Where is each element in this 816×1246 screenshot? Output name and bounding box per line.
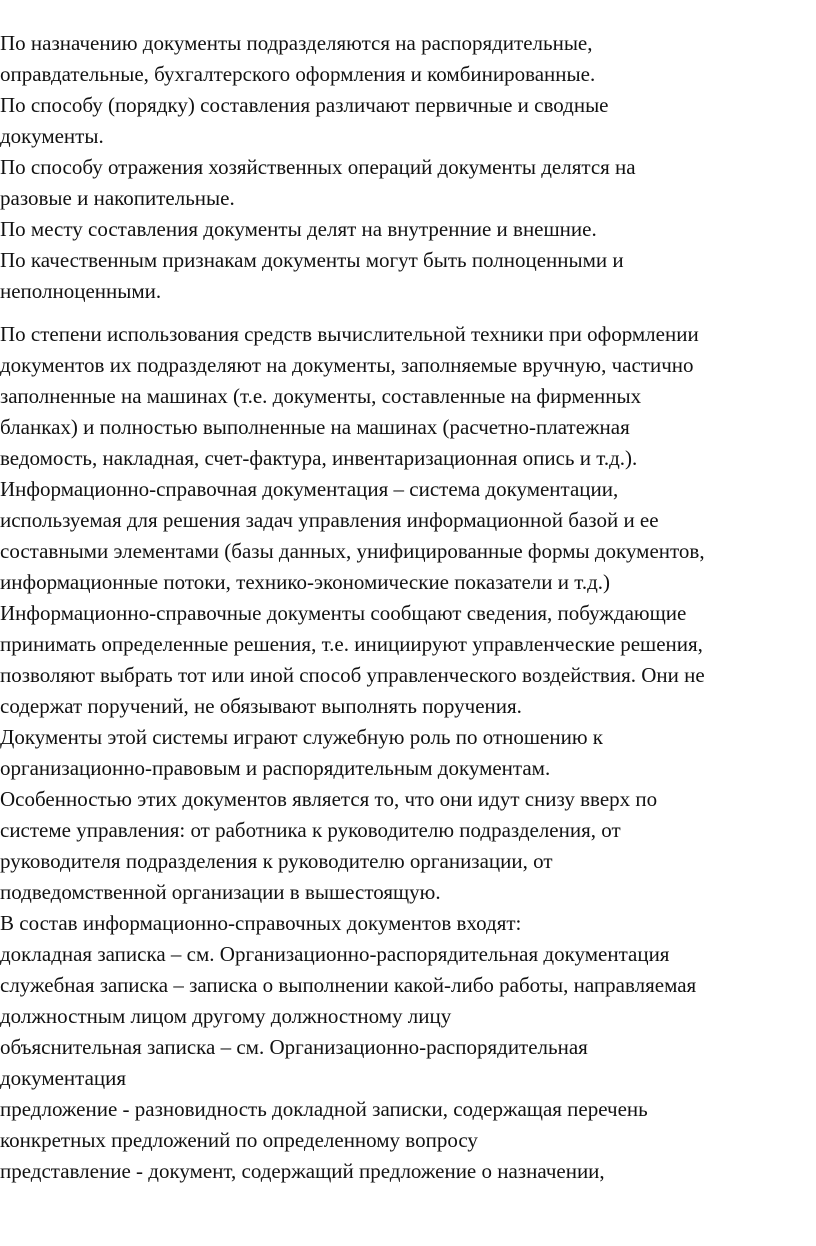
text-line: разовые и накопительные. [0, 186, 235, 210]
text-line: По способу (порядку) составления различают первичные и сводные [0, 93, 609, 117]
text-line: содержат поручений, не обязывают выполнять поручения. [0, 694, 522, 718]
text-line: В состав информационно-справочных документов входят: [0, 911, 522, 935]
text-line: позволяют выбрать тот или иной способ управленческого воздействия. Они не [0, 663, 705, 687]
text-line: используемая для решения задач управления информационной базой и ее [0, 508, 659, 532]
text-line: По степени использования средств вычислительной техники при оформлении [0, 322, 699, 346]
text-line: документы. [0, 124, 104, 148]
text-line: Информационно-справочная документация – система документации, [0, 477, 619, 501]
paragraph-block-info-reference-docs [0, 319, 816, 1187]
text-line: принимать определенные решения, т.е. инициируют управленческие решения, [0, 632, 703, 656]
text-line: должностным лицом другому должностному лицу [0, 1004, 452, 1028]
paragraph-block-document-types [0, 28, 816, 307]
text-line: документов их подразделяют на документы, заполняемые вручную, частично [0, 353, 694, 377]
text-line: оправдательные, бухгалтерского оформления и комбинированные. [0, 62, 596, 86]
text-line: предложение - разновидность докладной записки, содержащая перечень [0, 1097, 648, 1121]
text-line: бланках) и полностью выполненные на машинах (расчетно-платежная [0, 415, 630, 439]
text-line: подведомственной организации в вышестоящую. [0, 880, 441, 904]
text-line: информационные потоки, технико-экономические показатели и т.д.) [0, 570, 610, 594]
text-line: Документы этой системы играют служебную роль по отношению к [0, 725, 603, 749]
text-line: служебная записка – записка о выполнении какой-либо работы, направляемая [0, 973, 697, 997]
text-line: По месту составления документы делят на внутренние и внешние. [0, 217, 597, 241]
text-line: Особенностью этих документов является то, что они идут снизу вверх по [0, 787, 658, 811]
text-line: организационно-правовым и распорядительным документам. [0, 756, 551, 780]
text-line: неполноценными. [0, 279, 162, 303]
text-line: Информационно-справочные документы сообщают сведения, побуждающие [0, 601, 687, 625]
text-line: системе управления: от работника к руководителю подразделения, от [0, 818, 621, 842]
text-line: объяснительная записка – см. Организационно-распорядительная [0, 1035, 588, 1059]
text-line: документация [0, 1066, 127, 1090]
text-line: По качественным признакам документы могут быть полноценными и [0, 248, 624, 272]
text-line: конкретных предложений по определенному вопросу [0, 1128, 478, 1152]
text-line: докладная записка – см. Организационно-распорядительная документация [0, 942, 670, 966]
text-line: По способу отражения хозяйственных операций документы делятся на [0, 155, 636, 179]
text-line: По назначению документы подразделяются на распорядительные, [0, 31, 593, 55]
text-line: руководителя подразделения к руководителю организации, от [0, 849, 553, 873]
text-line: заполненные на машинах (т.е. документы, составленные на фирменных [0, 384, 642, 408]
text-line: ведомость, накладная, счет-фактура, инвентаризационная опись и т.д.). [0, 446, 638, 470]
text-line: представление - документ, содержащий предложение о назначении, [0, 1159, 605, 1183]
text-line: составными элементами (базы данных, унифицированные формы документов, [0, 539, 705, 563]
